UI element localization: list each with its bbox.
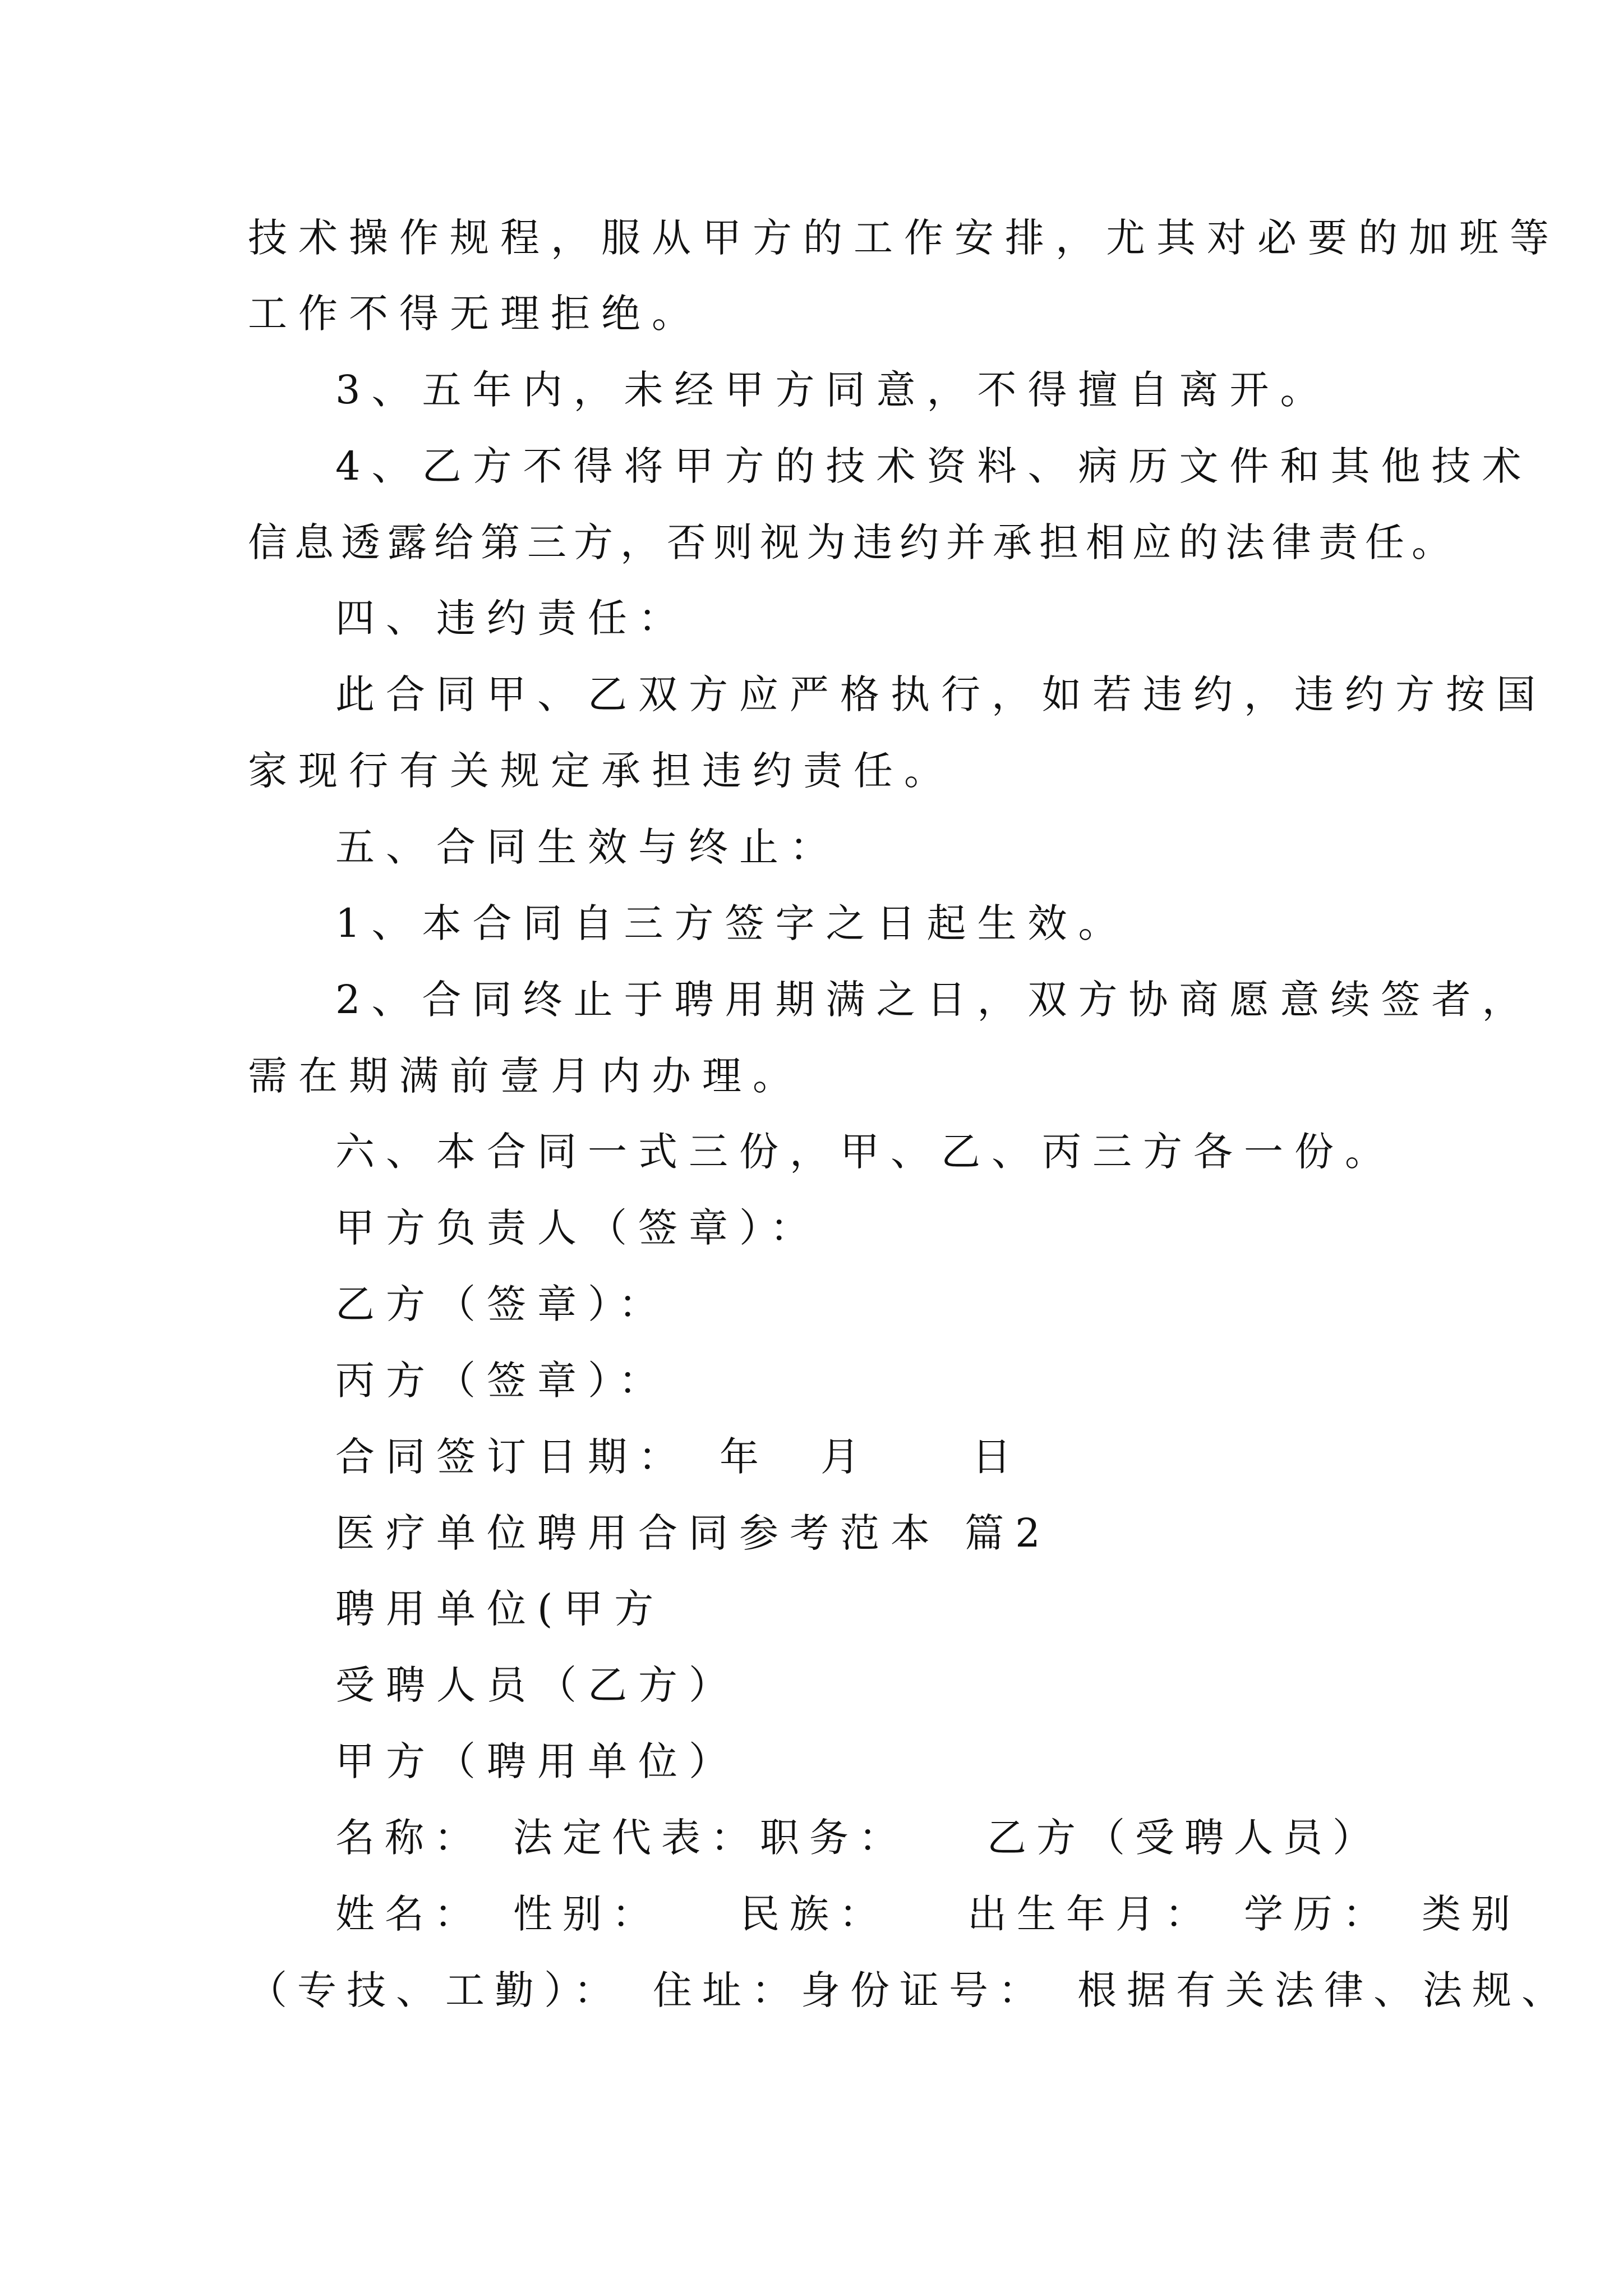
text-line: 六、本合同一式三份，甲、乙、丙三方各一份。 — [335, 1129, 1395, 1175]
text-line: 此合同甲、乙双方应严格执行，如若违约，违约方按国 — [335, 671, 1547, 717]
signature-line: 甲方负责人（签章）： — [335, 1205, 820, 1251]
date-line: 合同签订日期： 年 月 日 — [335, 1434, 1022, 1480]
text-line: 3、五年内，未经甲方同意，不得擅自离开。 — [335, 367, 1331, 413]
section-title: 医疗单位聘用合同参考范本 篇2 — [335, 1510, 1052, 1556]
text-line: 2、合同终止于聘用期满之日，双方协商愿意续签者， — [335, 977, 1533, 1023]
text-line: 需在期满前壹月内办理。 — [248, 1053, 803, 1099]
text-line: 4、乙方不得将甲方的技术资料、病历文件和其他技术 — [335, 443, 1533, 489]
text-line: 聘用单位(甲方 — [335, 1586, 665, 1632]
text-line: 家现行有关规定承担违约责任。 — [248, 748, 955, 794]
signature-line: 丙方（签章）： — [335, 1358, 669, 1404]
text-line: 甲方（聘用单位） — [335, 1738, 739, 1784]
text-line: 受聘人员（乙方） — [335, 1662, 739, 1708]
section-heading: 五、合同生效与终止： — [335, 824, 840, 870]
signature-line: 乙方（签章）： — [335, 1281, 669, 1327]
form-fields-line: 姓名： 性别： 民族： 出生年月： 学历： 类别 — [335, 1891, 1520, 1937]
text-line: 信息透露给第三方，否则视为违约并承担相应的法律责任。 — [248, 519, 1458, 565]
section-heading: 四、违约责任： — [335, 595, 689, 641]
text-line: 工作不得无理拒绝。 — [248, 291, 702, 337]
form-fields-line: （专技、工勤）： 住址：身份证号： 根据有关法律、法规、 — [248, 1967, 1571, 2013]
form-fields-line: 名称： 法定代表：职务： 乙方（受聘人员） — [335, 1815, 1382, 1861]
text-line: 技术操作规程，服从甲方的工作安排，尤其对必要的加班等 — [248, 215, 1560, 261]
text-line: 1、本合同自三方签字之日起生效。 — [335, 900, 1129, 946]
